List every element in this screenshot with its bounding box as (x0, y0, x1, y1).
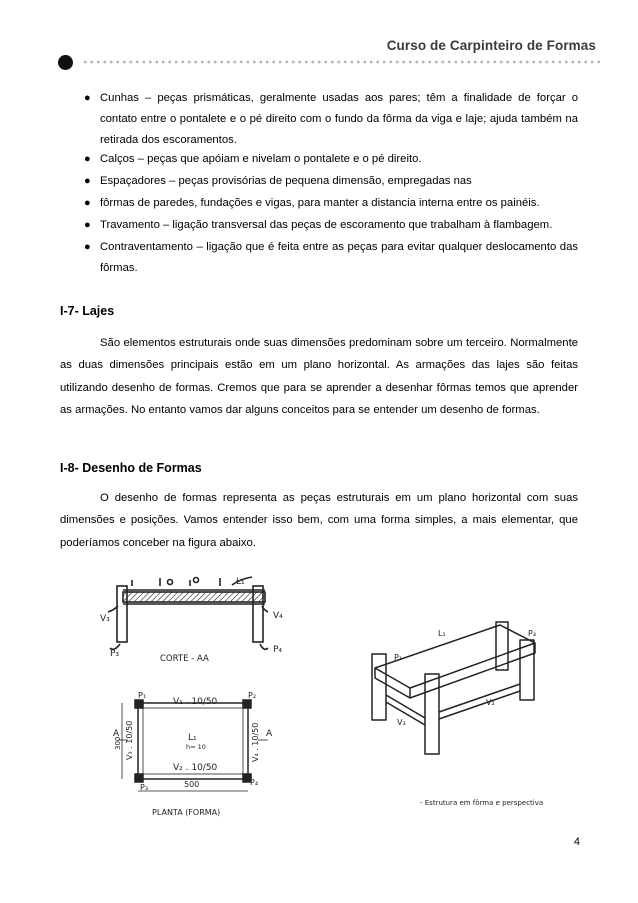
label-v4-plan: V₄ . 10/50 (251, 722, 260, 762)
section-title-desenho: I-8- Desenho de Formas (60, 461, 202, 475)
bullet-icon: ● (84, 153, 91, 165)
label-l1-section: L₁ (236, 577, 245, 587)
label-p4-perspective: P₄ (528, 629, 537, 638)
bullet-icon: ● (84, 92, 91, 104)
label-l1-perspective: L₁ (438, 629, 446, 638)
list-item-text: Cunhas – peças prismáticas, geralmente usadas aos pares; têm a finalidade de forçar o contato entre o pontalete e o pé direito com o fundo da fôrma da viga e laje; ajuda também na retirada dos escoramentos. (100, 92, 578, 146)
label-v3-section: V₃ (100, 614, 110, 624)
label-p3-section: P₃ (110, 649, 120, 659)
paragraph-lajes-text: São elementos estruturais onde suas dimensões predominam sobre um terceiro. Normalmente as duas dimensões principais estão em um plano horizontal. As armações das lajes são feitas utilizando desenho de formas. Cremos que para se aprender a desenhar fôrmas temos que aprender as armações. No entanto vamos dar alguns conceitos para se entender um desenho de formas. (60, 337, 578, 416)
plan-labels (113, 691, 273, 817)
bullet-icon: ● (84, 175, 91, 187)
label-section-a-left: A (113, 729, 120, 739)
perspective-drawing (372, 622, 535, 754)
section-title-lajes: I-7- Lajes (60, 304, 115, 318)
list-item-text: Espaçadores – peças provisórias de pequena dimensão, empregadas nas (100, 175, 472, 187)
label-v2-plan: V₂ . 10/50 (173, 763, 218, 773)
label-section-a-right: A (266, 729, 273, 739)
list-item-text: fôrmas de paredes, fundações e vigas, para manter a distancia interna entre os painéis. (100, 197, 540, 209)
label-dim-500: 500 (184, 780, 200, 789)
label-v2-perspective: V₂ (486, 698, 495, 707)
label-v3-plan: V₃ . 10/50 (125, 720, 134, 760)
paragraph-desenho-text: O desenho de formas representa as peças estruturais em um plano horizontal com suas dimensões e posições. Vamos entender isso bem, com uma forma simples, a mais elementar, que poderíamos conceber na figura abaixo. (60, 492, 578, 549)
bullet-icon: ● (84, 241, 91, 253)
label-p1-perspective: P₁ (394, 653, 403, 662)
planta-label: PLANTA (FORMA) (152, 808, 221, 817)
label-p4-plan: P₄ (250, 778, 259, 787)
label-p2-plan: P₂ (248, 691, 257, 700)
label-p1-plan: P₁ (138, 691, 147, 700)
corte-label: CORTE - AA (160, 654, 209, 664)
label-v3-perspective: V₃ (397, 718, 406, 727)
course-title: Curso de Carpinteiro de Formas (386, 38, 596, 53)
bullet-icon: ● (84, 197, 91, 209)
label-v1-plan: V₁ . 10/50 (173, 697, 218, 707)
label-l1-plan: L₁ (188, 733, 197, 743)
list-item-text: Calços – peças que apóiam e nivelam o pontalete e o pé direito. (100, 153, 422, 165)
label-p3-plan: P₃ (140, 783, 149, 792)
list-item-text: Travamento – ligação transversal das peças de escoramento que trabalham à flambagem. (100, 219, 553, 231)
perspective-labels (394, 629, 543, 807)
label-h-plan: h= 10 (186, 743, 206, 751)
perspective-caption: - Estrutura em fôrma e perspectiva (420, 799, 544, 807)
page-number: 4 (573, 836, 580, 848)
label-v4-section: V₄ (273, 611, 283, 621)
label-p4-section: P₄ (273, 645, 283, 655)
list-item-text: Contraventamento – ligação que é feita entre as peças para evitar qualquer deslocamento das fôrmas. (100, 241, 578, 274)
label-dim-300: 300 (114, 736, 122, 750)
bullet-icon: ● (84, 219, 91, 231)
section-cut-drawing (108, 577, 268, 649)
